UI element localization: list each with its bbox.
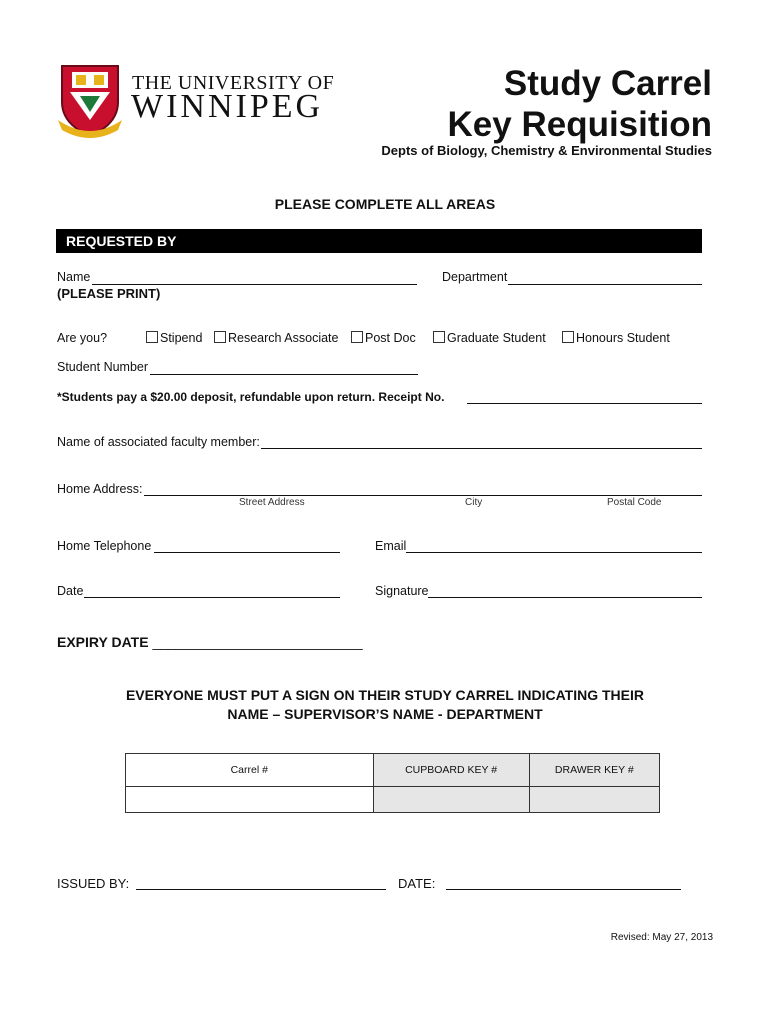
signature-input-line[interactable] [428,597,702,598]
street-address-caption: Street Address [239,497,305,508]
carrel-cell[interactable] [126,787,374,813]
key-table [125,753,660,813]
issued-date-label: DATE: [398,876,436,891]
home-address-label: Home Address: [57,482,143,496]
deposit-note: *Students pay a $20.00 deposit, refundable upon return. Receipt No. [57,390,445,404]
cupboard-key-cell[interactable] [373,787,529,813]
honours-student-option[interactable] [562,331,670,345]
university-name-line2: WINNIPEG [131,88,324,125]
stipend-label: Stipend [160,331,203,345]
university-crest-logo [56,62,124,142]
notice-line2: NAME – SUPERVISOR’S NAME - DEPARTMENT [227,706,543,722]
notice-line1: EVERYONE MUST PUT A SIGN ON THEIR STUDY CARREL INDICATING THEIR [125,687,645,703]
honours-student-label: Honours Student [576,331,670,345]
name-label: Name [57,270,91,284]
expiry-date-row [57,634,363,650]
student-number-input-line[interactable] [150,374,418,375]
expiry-date-label: EXPIRY DATE [57,634,149,650]
revised-date: Revised: May 27, 2013 [610,932,713,943]
drawer-key-header: DRAWER KEY # [529,754,659,787]
email-input-line[interactable] [406,552,702,553]
faculty-member-input-line[interactable] [261,448,702,449]
expiry-date-blank[interactable]: ___________________________ [152,634,363,650]
graduate-student-label: Graduate Student [447,331,546,345]
form-title-line2: Key Requisition [447,105,712,144]
cupboard-key-header: CUPBOARD KEY # [373,754,529,787]
graduate-student-checkbox[interactable] [433,331,445,343]
issued-by-label: ISSUED BY: [57,876,130,891]
department-label: Department [442,270,508,284]
home-address-input-line[interactable] [144,495,702,496]
please-print-label: (PLEASE PRINT) [57,286,161,301]
issued-date-input-line[interactable] [446,889,681,890]
graduate-student-option[interactable] [433,331,546,345]
carrel-header: Carrel # [126,754,374,787]
name-input-line[interactable] [92,284,417,285]
home-telephone-input-line[interactable] [154,552,340,553]
stipend-option[interactable] [146,331,202,345]
issued-by-input-line[interactable] [136,889,386,890]
form-title-line1: Study Carrel [503,64,712,103]
form-subtitle: Depts of Biology, Chemistry & Environmental Studies [381,143,712,158]
postal-code-caption: Postal Code [607,497,662,508]
university-name-line1: THE UNIVERSITY OF [132,72,335,94]
research-associate-label: Research Associate [228,331,339,345]
date-input-line[interactable] [84,597,340,598]
home-telephone-label: Home Telephone [57,539,152,553]
research-associate-option[interactable] [214,331,338,345]
drawer-key-cell[interactable] [529,787,659,813]
requested-by-title: REQUESTED BY [66,233,177,249]
instruction-text: PLEASE COMPLETE ALL AREAS [274,196,496,212]
stipend-checkbox[interactable] [146,331,158,343]
post-doc-label: Post Doc [365,331,416,345]
post-doc-checkbox[interactable] [351,331,363,343]
date-label: Date [57,584,84,598]
faculty-member-label: Name of associated faculty member: [57,435,260,449]
signature-label: Signature [375,584,429,598]
department-input-line[interactable] [508,284,702,285]
are-you-label: Are you? [57,331,108,345]
requested-by-bar [56,229,702,253]
research-associate-checkbox[interactable] [214,331,226,343]
post-doc-option[interactable] [351,331,416,345]
email-label: Email [375,539,407,553]
honours-student-checkbox[interactable] [562,331,574,343]
city-caption: City [465,497,483,508]
student-number-label: Student Number [57,360,149,374]
receipt-number-input-line[interactable] [467,403,702,404]
